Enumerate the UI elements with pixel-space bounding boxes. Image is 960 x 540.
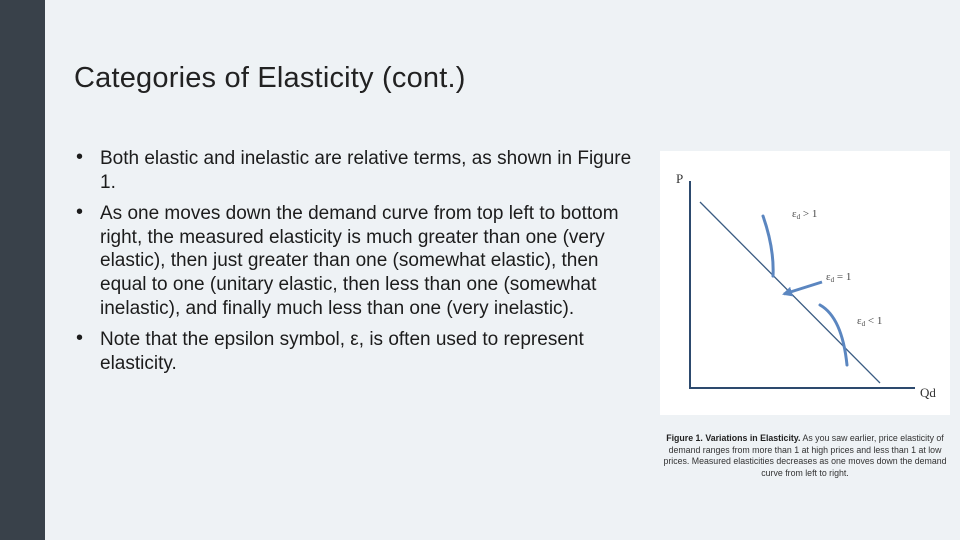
bullet-text: Note that the epsilon symbol, ε, is often used to represent elasticity. [100, 329, 584, 374]
bullet-item [76, 202, 636, 320]
figure-caption [655, 433, 955, 479]
bullet-item [76, 147, 636, 194]
bullet-marker: • [76, 146, 84, 168]
elasticity-diagram [660, 151, 950, 415]
bullet-text: As one moves down the demand curve from top left to bottom right, the measured elasticity is much greater than one (very elastic), then just greater than one (somewhat elastic), then equal to one (unitary elastic, then less than one (somewhat inelastic), and finally much less than one (very inelastic). [100, 203, 619, 319]
y-axis-label: P [676, 171, 684, 186]
bullet-marker: • [76, 201, 84, 224]
unitary-arrow [784, 282, 822, 294]
elastic-greater-label: εd > 1 [792, 208, 818, 221]
bullet-list [76, 147, 636, 383]
bullet-item [76, 328, 636, 375]
caption-title: Figure 1. Variations in Elasticity. [666, 433, 801, 443]
x-axis-label: Qd [920, 385, 936, 400]
bullet-marker: • [76, 327, 84, 350]
elasticity-figure [660, 151, 950, 415]
sidebar-accent [0, 0, 45, 540]
bullet-text: Both elastic and inelastic are relative terms, as shown in Figure 1. [100, 148, 632, 193]
slide-title: Categories of Elasticity (cont.) [74, 62, 466, 94]
inelastic-less-label: εd < 1 [857, 315, 883, 328]
inelastic-less-curve [820, 305, 847, 365]
unitary-label: εd = 1 [826, 271, 852, 284]
caption-text: As you saw earlier, price elasticity of demand ranges from more than 1 at high prices and less than 1 at low prices. Measured elasticities decreases as one moves down the demand curve from left to right. [663, 433, 947, 478]
